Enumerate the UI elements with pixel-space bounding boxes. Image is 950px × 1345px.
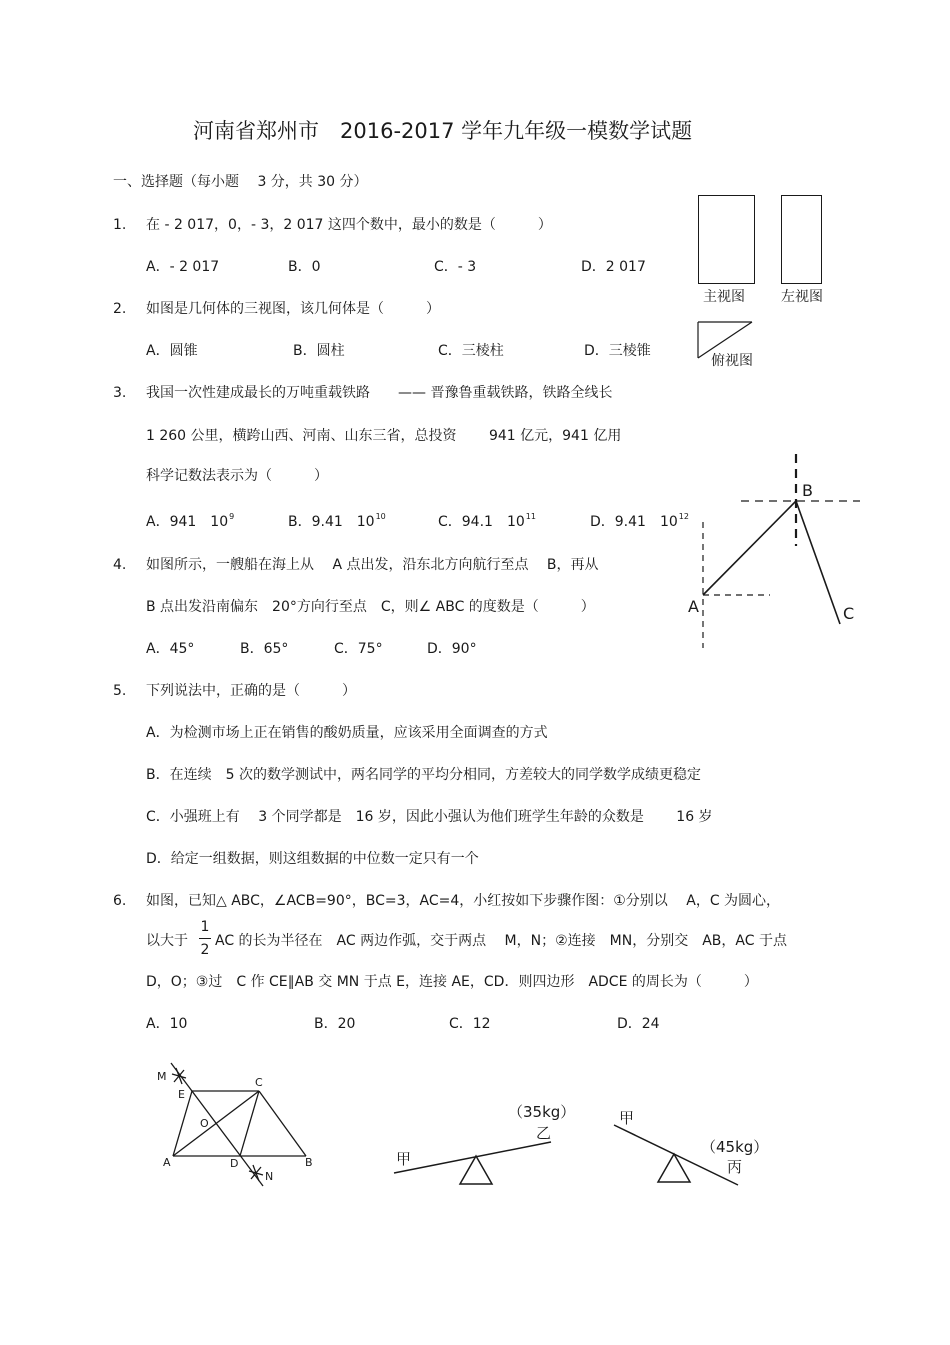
question-1-option-a: A．- 2 017 (146, 259, 220, 275)
question-5-option-c: C．小强班上有 3 个同学都是 16 岁，因此小强认为他们班学生年龄的众数是 16 岁 (146, 809, 713, 825)
seesaw-2-left-label: 甲 (619, 1109, 635, 1127)
top-view-label: 俯视图 (711, 353, 753, 369)
question-6-option-b: B．20 (314, 1016, 356, 1032)
question-3-option-b: B．9.41 $10^{10}$ (288, 512, 386, 530)
question-2-option-a: A．圆锥 (146, 343, 198, 359)
question-3-number: 3. (113, 385, 127, 401)
point-a-label: A (163, 1156, 171, 1169)
question-6-option-d: D．24 (617, 1016, 660, 1032)
question-2-option-b: B．圆柱 (293, 343, 345, 359)
question-3-line-2: 1 260 公里，横跨山西、河南、山东三省，总投资 941 亿元，941 亿用 (146, 428, 622, 444)
question-1-stem: 在 - 2 017，0，- 3，2 017 这四个数中，最小的数是（ ） (146, 217, 552, 233)
question-6-line-2-prefix: 以大于 (146, 933, 188, 949)
question-6-line-3: D，O；③过 C 作 CE∥AB 交 MN 于点 E，连接 AE，CD．则四边形 ADCE 的周长为（ ） (146, 974, 758, 990)
seesaw-1-left-label: 甲 (396, 1150, 412, 1168)
point-e-label: E (178, 1088, 185, 1101)
question-1-option-c: C．- 3 (434, 259, 477, 275)
seesaw-2-weight-label: （45kg） (701, 1138, 769, 1156)
seesaw-1-right-label: 乙 (536, 1124, 552, 1142)
point-n-label: N (265, 1170, 274, 1183)
question-6-option-c: C．12 (449, 1016, 491, 1032)
point-c-label: C (255, 1076, 263, 1089)
question-3-line-1: 我国一次性建成最长的万吨重载铁路 —— 晋豫鲁重载铁路，铁路全线长 (146, 385, 613, 401)
exponent: 9 (229, 512, 235, 521)
question-3-option-a: A．941 $10^9$ (146, 512, 235, 530)
question-1-number: 1. (113, 217, 127, 233)
seesaw-1 (394, 1142, 551, 1184)
question-2-option-c: C．三棱柱 (438, 343, 504, 359)
question-5-option-b: B．在连续 5 次的数学测试中，两名同学的平均分相同，方差较大的同学数学成绩更稳定 (146, 767, 701, 783)
question-6-line-1: 如图，已知△ ABC，∠ACB=90°，BC=3，AC=4，小红按如下步骤作图：①分别以 A，C 为圆心， (146, 893, 781, 909)
question-6-line-2: AC 的长为半径在 AC 两边作弧，交于两点 M，N；②连接 MN，分别交 AB，AC 于点 (215, 933, 787, 949)
question-5-stem: 下列说法中，正确的是（ ） (146, 683, 356, 699)
question-4-line-1: 如图所示，一艘船在海上从 A 点出发，沿东北方向航行至点 B，再从 (146, 557, 599, 573)
question-4-option-a: A．45° (146, 641, 195, 657)
left-view-label: 左视图 (781, 289, 823, 305)
front-view-label: 主视图 (703, 289, 745, 305)
question-2-stem: 如图是几何体的三视图，该几何体是（ ） (146, 301, 440, 317)
question-1-option-b: B．0 (288, 259, 321, 275)
seesaw-2-right-label: 丙 (727, 1158, 743, 1176)
question-5-option-a: A．为检测市场上正在销售的酸奶质量，应该采用全面调查的方式 (146, 725, 548, 741)
fraction-denominator: 2 (200, 942, 210, 958)
question-4-number: 4. (113, 557, 127, 573)
exponent: 11 (525, 512, 536, 521)
question-3-line-3: 科学记数法表示为（ ） (146, 468, 328, 484)
construction-figure (171, 1063, 306, 1186)
point-b-label: B (305, 1156, 313, 1169)
question-6-number: 6. (113, 893, 127, 909)
question-3-option-d: D．9.41 $10^{12}$ (590, 512, 689, 530)
point-d-label: D (230, 1157, 239, 1170)
question-5-option-d: D．给定一组数据，则这组数据的中位数一定只有一个 (146, 851, 479, 867)
seesaw-1-weight-label: （35kg） (508, 1103, 576, 1121)
question-1-option-d: D．2 017 (581, 259, 646, 275)
point-a-label: A (688, 597, 699, 616)
exponent: 12 (678, 512, 689, 521)
question-6-option-a: A．10 (146, 1016, 188, 1032)
direction-figure (688, 454, 860, 648)
question-2-option-d: D．三棱锥 (584, 343, 651, 359)
point-c-label: C (843, 604, 855, 623)
point-o-label: O (200, 1117, 209, 1130)
top-view-triangle (698, 322, 752, 358)
question-5-number: 5. (113, 683, 127, 699)
point-m-label: M (157, 1070, 167, 1083)
fraction-numerator: 1 (200, 919, 210, 935)
section-heading: 一、选择题（每小题 3 分，共 30 分） (113, 174, 368, 190)
point-b-label: B (802, 481, 813, 500)
question-3-option-c: C．94.1 $10^{11}$ (438, 512, 536, 530)
question-4-option-b: B．65° (240, 641, 289, 657)
question-4-line-2: B 点出发沿南偏东 20°方向行至点 C，则∠ ABC 的度数是（ ） (146, 599, 595, 615)
question-4-option-d: D．90° (427, 641, 477, 657)
page-title: 河南省郑州市 2016-2017 学年九年级一模数学试题 (193, 119, 693, 143)
exponent: 10 (375, 512, 386, 521)
question-4-option-c: C．75° (334, 641, 383, 657)
question-2-number: 2. (113, 301, 127, 317)
